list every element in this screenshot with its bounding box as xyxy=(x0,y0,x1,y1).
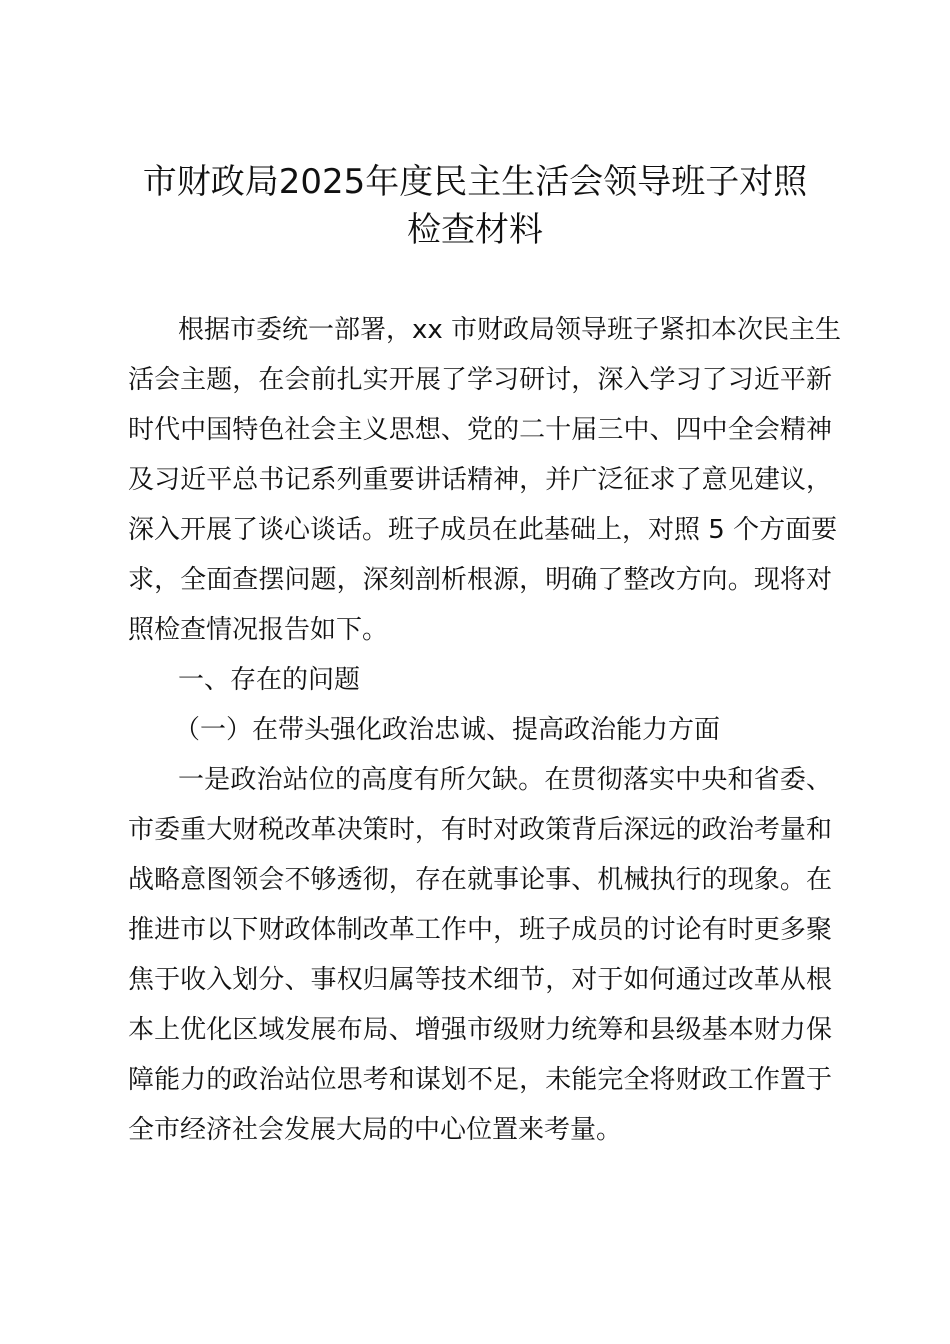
body-paragraph xyxy=(128,755,832,1155)
text-line: 障能力的政治站位思考和谋划不足，未能完全将财政工作置于 xyxy=(128,1065,832,1095)
text-line: 根据市委统一部署，xx 市财政局领导班子紧扣本次民主生 xyxy=(178,315,842,345)
document-title xyxy=(100,158,850,254)
text-line: 焦于收入划分、事权归属等技术细节，对于如何通过改革从根 xyxy=(128,965,832,995)
text-line: 一是政治站位的高度有所欠缺。在贯彻落实中央和省委、 xyxy=(178,765,832,795)
text-line: 及习近平总书记系列重要讲话精神，并广泛征求了意见建议， xyxy=(128,465,832,495)
text-line: 时代中国特色社会主义思想、党的二十届三中、四中全会精神 xyxy=(128,415,832,445)
title-line: 市财政局2025年度民主生活会领导班子对照 xyxy=(142,162,808,202)
text-line: 求，全面查摆问题，深刻剖析根源，明确了整改方向。现将对 xyxy=(128,565,832,595)
text-line: 市委重大财税改革决策时，有时对政策背后深远的政治考量和 xyxy=(128,815,832,845)
text-line: 本上优化区域发展布局、增强市级财力统筹和县级基本财力保 xyxy=(128,1015,832,1045)
text-line: 全市经济社会发展大局的中心位置来考量。 xyxy=(128,1115,623,1145)
subsection-heading: （一）在带头强化政治忠诚、提高政治能力方面 xyxy=(174,715,721,745)
text-line: 活会主题，在会前扎实开展了学习研讨，深入学习了习近平新 xyxy=(128,365,832,395)
text-line: 深入开展了谈心谈话。班子成员在此基础上，对照 5 个方面要 xyxy=(128,515,838,545)
document-body xyxy=(128,305,842,1155)
text-line: 战略意图领会不够透彻，存在就事论事、机械执行的现象。在 xyxy=(128,865,832,895)
section-heading: 一、存在的问题 xyxy=(178,665,361,695)
intro-paragraph xyxy=(128,305,842,655)
text-line: 推进市以下财政体制改革工作中，班子成员的讨论有时更多聚 xyxy=(128,915,832,945)
title-line: 检查材料 xyxy=(407,210,543,250)
text-line: 照检查情况报告如下。 xyxy=(128,615,389,645)
